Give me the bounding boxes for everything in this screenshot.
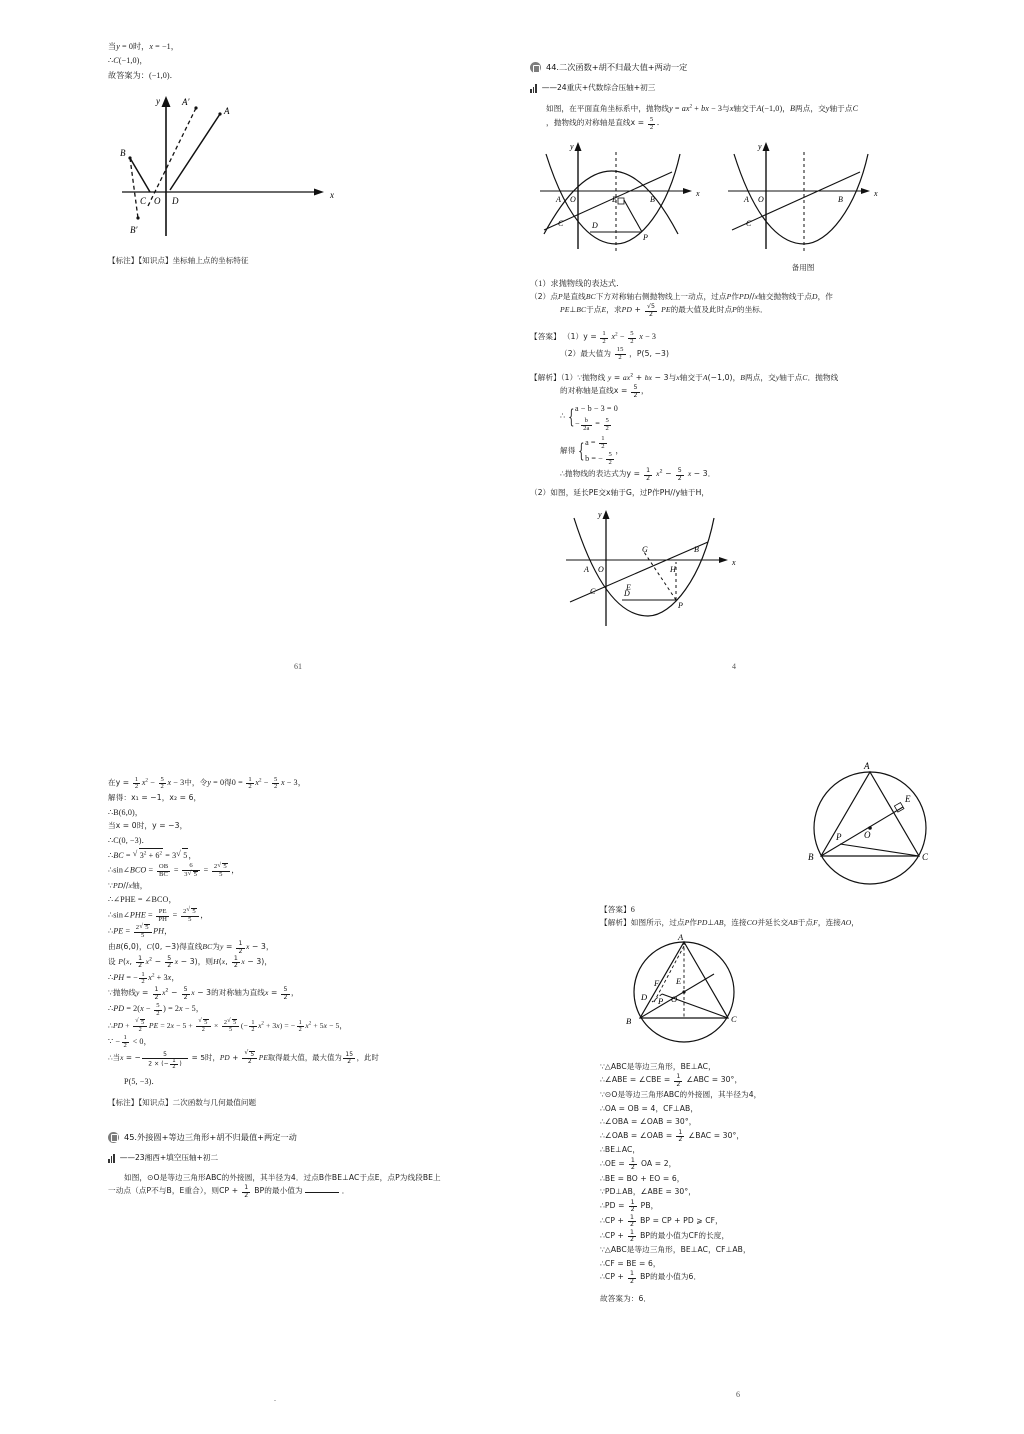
bottom-left-column [108, 775, 441, 1200]
section-badge-icon-45 [108, 1132, 119, 1143]
svg-text:G: G [642, 545, 648, 555]
br-analysis-intro: 【解析】如图所示，过点P作PD⊥AB，连接CO并延长交AB于点F，连接AO， [600, 918, 859, 928]
tl-line-1: 当y = 0时，x = −1， [108, 42, 179, 51]
bl-line-6: ∴BC = √ $3^2 + 6^2 = 3$ √ 5， [108, 848, 404, 862]
svg-text:y: y [570, 141, 574, 151]
svg-text:D: D [172, 195, 179, 206]
top-left-column [108, 40, 408, 266]
bl-line-5: ∴C(0, −3)． [108, 835, 150, 845]
spare-figure-caption: 备用图 [791, 262, 815, 272]
fraction: $\frac{1}{2}$ [678, 1128, 683, 1143]
svg-text:E: E [626, 583, 631, 593]
bl-line-7: ∴sin∠BCO = $\frac{OB}{BC}$ = $\frac{6}{3 √ 5}$ = $\frac{2 √ 5}{5}$ ， [108, 863, 404, 879]
page-number-top-left: 61 [294, 662, 302, 671]
svg-text:A: A [224, 105, 230, 116]
svg-text:O: O [570, 194, 576, 204]
svg-text:C: C [140, 195, 147, 206]
q44-conclusion: ∴抛物线的表达式为y = $\frac{1}{2}$ $x^2$ − $\frac{5}{2}$ x − 3． [560, 467, 716, 482]
svg-text:y: y [758, 141, 762, 151]
br-answer-line [600, 903, 1000, 916]
q44-figures [530, 134, 930, 273]
frac-5-2: $\frac{5}{2}$ [649, 116, 654, 131]
svg-text:B: B [626, 1015, 632, 1026]
q44-stem-line2: ，抛物线的对称轴是直线x = $\frac{5}{2}$ ． [546, 116, 665, 131]
svg-text:P: P [658, 995, 664, 1006]
svg-text:A: A [678, 931, 684, 942]
answer-label-44: 【答案】 [530, 332, 561, 342]
svg-text:C: C [731, 1013, 737, 1024]
figure-coordinate-reflection [108, 88, 408, 248]
svg-text:B: B [120, 147, 126, 158]
svg-text:C: C [558, 218, 564, 228]
svg-text:y: y [598, 510, 602, 520]
svg-text:P: P [643, 232, 648, 242]
proof-step: ∴PD = $\frac{1}{2}$ PB， [600, 1198, 659, 1214]
proof-step: ∴∠OBA = ∠OAB = 30°， [600, 1117, 697, 1127]
proof-step: ∵△ABC是等边三角形，BE⊥AC，CF⊥AB， [600, 1245, 751, 1255]
svg-text:E: E [676, 975, 682, 986]
svg-text:A: A [864, 761, 870, 771]
svg-text:B′: B′ [130, 224, 138, 235]
q44-answer-line1: 【答案】 （1）y = $\frac{1}{2}$ $x^2$ − $\frac{5}{2}$ x − 3 [530, 329, 657, 345]
svg-text:x: x [874, 188, 878, 198]
svg-text:O: O [864, 830, 871, 840]
fraction: $\frac{1}{2}$ [630, 1198, 635, 1214]
q44-part2-line: （2）如图，延长PE交x轴于G，过P作PH//y轴于H， [530, 487, 710, 497]
q44-answer-line2: （2）最大值为 $\frac{15}{2}$ ，P(5, −3) [560, 346, 670, 362]
fraction: $\frac{1}{2}$ [630, 1156, 635, 1172]
bl-line-8: ∵PD//x轴， [108, 880, 148, 890]
bl-line-18: ∵ − $\frac{1}{2}$ < 0， [108, 1034, 152, 1049]
proof-step: ∵⊙O是等边三角形ABC的外接圆，其半径为4， [600, 1090, 762, 1100]
analysis-label-44: 【解析】 [530, 372, 561, 382]
tl-knowledge-tag: 【标注】【知识点】坐标轴上点的坐标特征 [108, 255, 249, 265]
bl-line-17: ∴PD + √ $\frac{5}{2}$ PE = 2x − 5 + √ $\frac{5}{2}$ × $\frac{2 √ 5}{5}$ (− $\frac{1}{2}$ $x^2 + 3x$) = − $\frac{1}{2}$ $x^2 + 5x - 5$， [108, 1019, 404, 1034]
svg-text:O: O [671, 993, 678, 1004]
svg-text:C: C [922, 852, 929, 862]
svg-text:C: C [746, 218, 752, 228]
bl-line-15: ∵抛物线y = $\frac{1}{2}$ $x^2$ − $\frac{5}{2}$ x − 3的对称轴为直线x = $\frac{5}{2}$ ， [108, 986, 299, 1001]
bl-line-2: 解得：x₁ = −1，x₂ = 6， [108, 793, 202, 803]
bl-line-14: ∴PH = − $\frac{1}{2}$ $x^2 + 3x$， [108, 970, 180, 986]
svg-text:D: D [592, 220, 598, 230]
proof-step: ∴CP + $\frac{1}{2}$ BP = CP + PD ⩾ CF， [600, 1213, 723, 1229]
fraction: $\frac{1}{2}$ [630, 1213, 635, 1229]
svg-text:O: O [154, 195, 161, 206]
svg-text:B: B [838, 194, 843, 204]
section-45-title: 45.外接圆+等边三角形+胡不归最值+两定一动 [124, 1131, 297, 1142]
proof-step: ∵PD⊥AB，∠ABE = 30°， [600, 1187, 696, 1197]
difficulty-bars-icon [530, 84, 537, 93]
section-badge-icon [530, 62, 541, 73]
proof-step: ∵△ABC是等边三角形，BE⊥AC， [600, 1061, 716, 1071]
svg-text:x: x [330, 189, 334, 200]
svg-text:O: O [758, 194, 764, 204]
section-44-title: 44.二次函数+胡不归最大值+两动一定 [546, 62, 688, 72]
svg-text:E: E [905, 794, 911, 804]
page-number-bottom-left: . [274, 1394, 276, 1403]
q45-stem-line2: 一动点（点P不与B，E重合），则CP + $\frac{1}{2}$ BP的最小值为 ． [108, 1184, 350, 1199]
svg-text:x: x [732, 558, 736, 568]
fraction: $\frac{1}{2}$ [630, 1270, 635, 1285]
q44-system-2: 解得 { a = $\frac{1}{2}$ b = − $\frac{5}{2}$ ， [560, 435, 624, 467]
svg-text:D: D [641, 991, 648, 1002]
answer-value-45: 6 [630, 905, 635, 914]
answer-blank[interactable] [305, 1188, 339, 1194]
q44-item-2-line2: PE⊥BC于点E，求PD + $\frac{√5}{2}$ PE的最大值及此时点P的坐标． [560, 303, 768, 318]
section-44-header [530, 62, 930, 73]
proof-step: ∴BE = BO + EO = 6， [600, 1173, 685, 1183]
bl-line-3: ∴B(6,0)， [108, 807, 143, 817]
svg-text:E: E [612, 194, 617, 204]
svg-text:y: y [156, 95, 160, 106]
proof-step: ∴CP + $\frac{1}{2}$ BP的最小值为CF的长度， [600, 1228, 730, 1243]
svg-text:A: A [744, 194, 749, 204]
difficulty-bars-icon-45 [108, 1154, 115, 1163]
bl-line-10: ∴sin∠PHE = $\frac{PE}{PH}$ = $\frac{2 √ 5}{5}$ ， [108, 908, 404, 924]
q44-stem-line1: 如图，在平面直角坐标系中，抛物线$y = ax^2$ + bx − 3与x轴交于A(−1,0)，B两点，交y轴于点C [546, 104, 859, 113]
bl-line-16: ∴PD = 2(x − $\frac{5}{2}$ ) = 2x − 5， [108, 1001, 204, 1017]
analysis-label-45: 【解析】 [600, 918, 631, 928]
q44-item-2-line1: （2）点P是直线BC下方对称轴右侧抛物线上一动点，过点P作PD//x轴交抛物线于点D，作 [530, 292, 833, 301]
svg-text:P: P [836, 832, 842, 842]
bottom-right-column [600, 760, 1000, 1307]
figure-circumcircle-2 [614, 932, 1000, 1055]
fraction: $\frac{1}{2}$ [676, 1073, 681, 1088]
page-number-bottom-right: 6 [736, 1390, 740, 1399]
figure-parabola-spare [718, 134, 888, 273]
figure-parabola-GHEDP [556, 500, 930, 635]
answer-label-45: 【答案】 [600, 905, 631, 914]
svg-text:B: B [694, 545, 699, 555]
bl-line-12: 由B(6,0)，C(0, −3)得直线BC为y = $\frac{1}{2}$ x − 3， [108, 940, 274, 955]
bl-line-13: 设 P(x, $\frac{1}{2}$ $x^2$ − $\frac{5}{2}$ x − 3)，则H(x, $\frac{1}{2}$ x − 3)， [108, 955, 273, 970]
svg-text:O: O [598, 565, 604, 575]
svg-text:A′: A′ [182, 96, 190, 107]
q44-item-1: （1）求抛物线的表达式． [530, 278, 625, 288]
sqrt-icon: √ $3^2 + 6^2$ [133, 848, 163, 862]
q44-analysis-line2: 的对称轴是直线x = $\frac{5}{2}$ ， [560, 384, 649, 399]
section-44-source-text: ——24重庆+代数综合压轴+初三 [541, 83, 656, 92]
bl-line-11: ∴PE = $\frac{2 √ 5}{5}$ PH， [108, 924, 404, 940]
svg-text:C: C [590, 587, 596, 597]
proof-step: ∴CF = BE = 6， [600, 1258, 661, 1268]
sheet-top [0, 0, 1024, 700]
proof-step: ∴OA = OB = 4，CF⊥AB， [600, 1103, 699, 1113]
q44-stem-b: ，抛物线的对称轴是直线x = [546, 118, 645, 128]
svg-text:H: H [670, 565, 676, 575]
q44-stem-a: 如图，在平面直角坐标系中，抛物线 [546, 104, 670, 113]
svg-text:B: B [808, 852, 814, 862]
figure-parabola-PDE [530, 134, 712, 273]
section-45-header [108, 1132, 404, 1143]
top-right-column [530, 62, 930, 635]
bl-line-20: P(5, −3)． [124, 1076, 160, 1086]
br-steps-list [600, 1061, 1000, 1285]
coordinate-axes-svg [108, 88, 348, 243]
sheet-bottom [0, 700, 1024, 1434]
br-final-answer: 故答案为：6． [600, 1294, 652, 1304]
svg-text:B: B [650, 194, 655, 204]
frac-sqrt5-2: $\frac{√5}{2}$ [646, 303, 656, 318]
svg-text:A: A [584, 565, 589, 575]
bl-line-4: 当x = 0时，y = −3， [108, 821, 188, 831]
section-44-source [530, 82, 930, 93]
svg-text:x: x [696, 188, 700, 198]
left-brace-icon-2: { [578, 438, 585, 462]
bl-line-19: ∴当x = − 5 2 × (− $\frac{1}{2}$ ) = 5时，PD + √ $\frac{5}{2}$ PE取得最大值，最大值为 $\frac{15}{2}$ ，此时 [108, 1051, 404, 1071]
svg-text:P: P [678, 601, 683, 611]
bl-knowledge-tag: 【标注】【知识点】二次函数与几何最值问题 [108, 1097, 257, 1107]
q45-stem-line1: 如图，⊙O是等边三角形ABC的外接圆，其半径为4．过点B作BE⊥AC于点E，点P为线段BE上 [124, 1172, 441, 1182]
page-number-top-right: 4 [732, 662, 736, 671]
left-brace-icon: { [568, 404, 575, 428]
q44-analysis-line1: 【解析】（1）∵抛物线 $y = ax^2$ + bx − 3与x轴交于A(−1,0)，B两点，交y轴于点C．抛物线 [530, 372, 839, 382]
proof-step: ∴CP + $\frac{1}{2}$ BP的最小值为6． [600, 1270, 702, 1285]
solve-label: 解得 [560, 445, 576, 455]
proof-step: ∴BE⊥AC， [600, 1145, 641, 1155]
q44-system-1: ∴ { a − b − 3 = 0 − $\frac{b}{2a}$ = $\frac{5}{2}$ [560, 403, 618, 432]
proof-step: ∴∠ABE = ∠CBE = $\frac{1}{2}$ ∠ABC = 30°， [600, 1073, 743, 1088]
section-45-source-text: ——23湘西+填空压轴+初二 [119, 1152, 219, 1162]
tl-line-3: 故答案为：(−1,0)． [108, 70, 178, 80]
proof-step: ∴OE = $\frac{1}{2}$ OA = 2， [600, 1156, 677, 1172]
fraction: $\frac{1}{2}$ [630, 1228, 635, 1243]
svg-text:A: A [556, 194, 561, 204]
section-45-source [108, 1152, 404, 1163]
bl-line-9: ∴∠PHE = ∠BCO， [108, 895, 177, 905]
proof-step: ∴∠OAB = ∠OAB = $\frac{1}{2}$ ∠BAC = 30°， [600, 1128, 745, 1143]
svg-text:D: D [624, 589, 630, 599]
bl-line-1: 在y = $\frac{1}{2}$ $x^2$ − $\frac{5}{2}$ x − 3中，令y = 0得0 = $\frac{1}{2}$ $x^2$ − $\frac{5}{2}$ x − 3， [108, 775, 306, 791]
svg-text:F: F [654, 977, 660, 988]
figure-circumcircle-1 [800, 760, 1000, 897]
tl-line-2: ∴C(−1,0)， [108, 56, 148, 66]
